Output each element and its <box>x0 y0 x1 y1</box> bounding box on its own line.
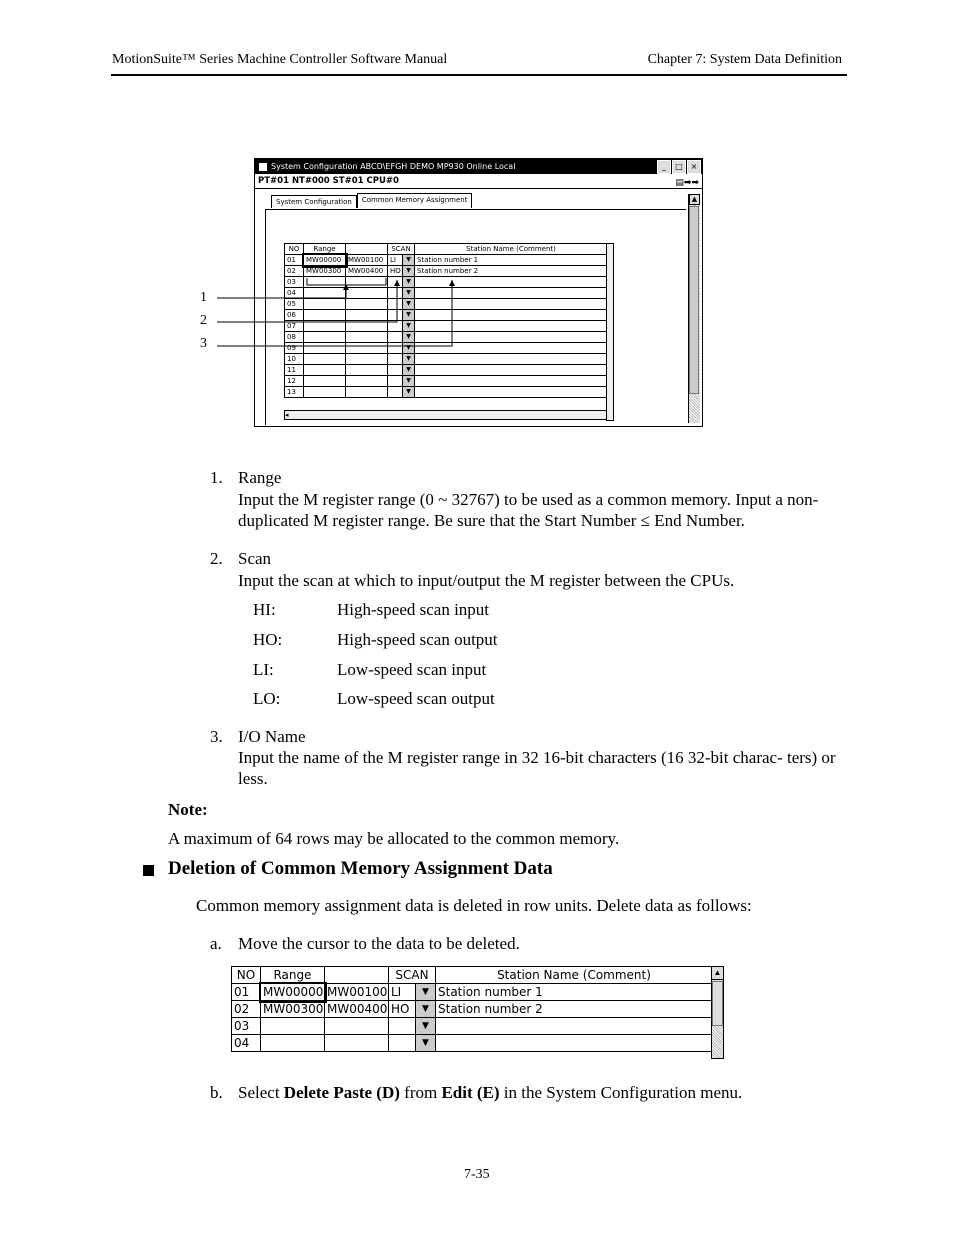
scan-dropdown-icon[interactable]: ▼ <box>403 255 415 266</box>
navigation-arrows-icon[interactable]: ▤➡➡ <box>675 178 699 188</box>
scan-dropdown-icon[interactable]: ▼ <box>416 1001 436 1018</box>
station-name-cell[interactable]: Station number 1 <box>415 255 608 266</box>
column-header-station-name: Station Name (Comment) <box>436 967 713 984</box>
scroll-up-icon[interactable]: ▲ <box>712 967 723 980</box>
item-body-range: Input the M register range (0 ~ 32767) to be used as a common memory. Input a non-duplicated M register range. Be sure that the Start Number ≤ End Number. <box>238 490 819 530</box>
callout-line-1 <box>217 285 346 298</box>
callout-label-2: 2 <box>200 313 207 328</box>
column-header-station-name: Station Name (Comment) <box>415 244 608 255</box>
scan-cell[interactable]: LI <box>389 984 416 1001</box>
item-number: 3. <box>210 727 223 746</box>
station-name-cell[interactable]: Station number 1 <box>436 984 713 1001</box>
row-number: 03 <box>285 277 304 288</box>
scan-dropdown-icon[interactable]: ▼ <box>403 343 415 354</box>
range-end-cell[interactable]: MW00400 <box>346 266 388 277</box>
column-header-scan: SCAN <box>389 967 436 984</box>
callout-lines <box>0 0 954 460</box>
item-title-io-name: I/O Name <box>238 727 306 746</box>
item-body-scan: Input the scan at which to input/output the M register between the CPUs. <box>238 571 735 590</box>
window-title: System Configuration ABCD\EFGH DEMO MP930 Online Local <box>271 162 516 171</box>
scan-dropdown-icon[interactable]: ▼ <box>403 310 415 321</box>
step-b-pre: Select <box>238 1083 284 1102</box>
scan-cell[interactable]: HO <box>389 1001 416 1018</box>
row-number: 02 <box>232 1001 261 1018</box>
scan-dropdown-icon[interactable]: ▼ <box>403 299 415 310</box>
row-number: 04 <box>285 288 304 299</box>
item-title-scan: Scan <box>238 549 272 568</box>
scan-desc: High-speed scan output <box>337 630 498 649</box>
column-header-no: NO <box>232 967 261 984</box>
range-start-cell[interactable] <box>261 1018 325 1035</box>
row-number: 01 <box>285 255 304 266</box>
range-end-cell[interactable]: MW00100 <box>325 984 389 1001</box>
callout-arrow-3 <box>449 280 455 286</box>
step-b-mid: from <box>399 1083 442 1102</box>
scroll-up-icon[interactable]: ▲ <box>689 194 700 205</box>
row-number: 08 <box>285 332 304 343</box>
page-number: 7-35 <box>464 1167 490 1182</box>
step-a-text: Move the cursor to the data to be deleted. <box>238 934 520 953</box>
close-icon[interactable]: × <box>687 160 701 174</box>
column-header-range: Range <box>304 244 346 255</box>
callout-label-1: 1 <box>200 290 207 305</box>
running-header-title: MotionSuite™ Series Machine Controller Software Manual <box>112 52 448 67</box>
row-number: 03 <box>232 1018 261 1035</box>
row-number: 01 <box>232 984 261 1001</box>
table-row[interactable] <box>232 1035 713 1052</box>
scan-dropdown-icon[interactable]: ▼ <box>416 1018 436 1035</box>
column-header-range: Range <box>261 967 325 984</box>
scan-desc: Low-speed scan output <box>337 689 495 708</box>
scan-cell[interactable]: HO <box>388 266 403 277</box>
scan-cell[interactable]: LI <box>388 255 403 266</box>
row-number: 06 <box>285 310 304 321</box>
scan-dropdown-icon[interactable]: ▼ <box>403 354 415 365</box>
menu-edit: Edit (E) <box>441 1083 500 1102</box>
note-text: A maximum of 64 rows may be allocated to the common memory. <box>168 829 620 848</box>
item-body-io-name: Input the name of the M register range in 32 16-bit characters (16 32-bit charac- ters) or less. <box>238 748 836 788</box>
station-name-cell[interactable] <box>436 1018 713 1035</box>
table-row[interactable] <box>232 984 713 1001</box>
scan-dropdown-icon[interactable]: ▼ <box>403 288 415 299</box>
tab-common-memory-assignment[interactable]: Common Memory Assignment <box>357 193 473 208</box>
step-letter: a. <box>210 934 222 953</box>
row-number: 04 <box>232 1035 261 1052</box>
column-header-range-end <box>325 967 389 984</box>
scan-code: LI: <box>253 660 274 679</box>
scan-dropdown-icon[interactable]: ▼ <box>403 332 415 343</box>
table-row[interactable] <box>232 1001 713 1018</box>
scan-cell[interactable] <box>389 1018 416 1035</box>
scan-desc: Low-speed scan input <box>337 660 487 679</box>
range-start-cell[interactable] <box>261 1035 325 1052</box>
range-start-cell[interactable]: MW00300 <box>304 266 346 277</box>
section-heading: Deletion of Common Memory Assignment Data <box>168 858 553 879</box>
station-name-cell[interactable]: Station number 2 <box>415 266 608 277</box>
menu-item-delete-paste: Delete Paste (D) <box>283 1083 400 1102</box>
row-number: 07 <box>285 321 304 332</box>
scan-dropdown-icon[interactable]: ▼ <box>416 984 436 1001</box>
callout-arrow-2 <box>394 280 400 286</box>
range-end-cell[interactable] <box>325 1035 389 1052</box>
range-end-cell[interactable]: MW00400 <box>325 1001 389 1018</box>
scan-dropdown-icon[interactable]: ▼ <box>403 266 415 277</box>
column-header-no: NO <box>285 244 304 255</box>
scan-dropdown-icon[interactable]: ▼ <box>403 321 415 332</box>
cursor-example-grid <box>231 966 713 1052</box>
row-number: 02 <box>285 266 304 277</box>
minimize-icon[interactable]: _ <box>657 160 671 174</box>
station-name-cell[interactable]: Station number 2 <box>436 1001 713 1018</box>
scan-code: LO: <box>253 689 281 708</box>
note-label: Note: <box>168 800 208 819</box>
grid-horizontal-scrollbar[interactable]: ◂ <box>284 410 607 420</box>
step-letter: b. <box>210 1083 223 1102</box>
scan-desc: High-speed scan input <box>337 600 490 619</box>
column-header-scan: SCAN <box>388 244 415 255</box>
row-number: 12 <box>285 376 304 387</box>
row-number: 11 <box>285 365 304 376</box>
row-number: 13 <box>285 387 304 398</box>
section-intro: Common memory assignment data is deleted in row units. Delete data as follows: <box>196 896 752 915</box>
range-start-cell[interactable]: MW00300 <box>261 1001 325 1018</box>
tab-system-configuration[interactable]: System Configuration <box>271 195 357 208</box>
callout-line-2 <box>217 280 397 322</box>
bullet-square-icon <box>143 865 154 876</box>
scan-dropdown-icon[interactable]: ▼ <box>403 376 415 387</box>
item-number: 1. <box>210 468 223 487</box>
scan-dropdown-icon[interactable]: ▼ <box>403 387 415 398</box>
scan-dropdown-icon[interactable]: ▼ <box>403 365 415 376</box>
step-b-post: in the System Configuration menu. <box>499 1083 743 1102</box>
item-number: 2. <box>210 549 223 568</box>
running-header-chapter: Chapter 7: System Data Definition <box>647 52 842 67</box>
callout-line-3 <box>217 280 452 346</box>
range-start-cell[interactable]: MW00000 <box>261 984 325 1001</box>
item-title-range: Range <box>238 468 282 487</box>
scan-code: HO: <box>253 630 283 649</box>
table-row[interactable] <box>232 1018 713 1035</box>
row-number: 10 <box>285 354 304 365</box>
scan-code: HI: <box>253 600 276 619</box>
row-number: 05 <box>285 299 304 310</box>
range-end-cell[interactable] <box>325 1018 389 1035</box>
callout-bracket-1 <box>307 278 386 285</box>
path-label: PT#01 NT#000 ST#01 CPU#0 <box>258 176 399 186</box>
row-number: 09 <box>285 343 304 354</box>
maximize-icon[interactable]: □ <box>672 160 686 174</box>
grid-vertical-scrollbar[interactable] <box>711 966 724 1059</box>
station-name-cell[interactable] <box>436 1035 713 1052</box>
range-start-cell[interactable]: MW00000 <box>304 255 346 266</box>
callout-label-3: 3 <box>200 336 207 351</box>
range-end-cell[interactable]: MW00100 <box>346 255 388 266</box>
scan-cell[interactable] <box>389 1035 416 1052</box>
scan-dropdown-icon[interactable]: ▼ <box>416 1035 436 1052</box>
step-b-text <box>238 1082 742 1103</box>
scan-dropdown-icon[interactable]: ▼ <box>403 277 415 288</box>
scroll-thumb[interactable] <box>712 981 723 1026</box>
